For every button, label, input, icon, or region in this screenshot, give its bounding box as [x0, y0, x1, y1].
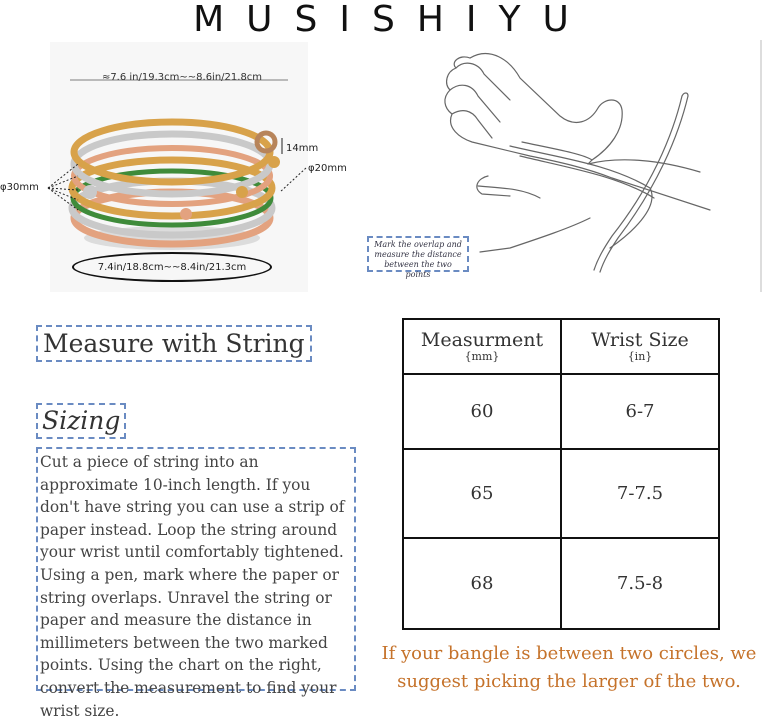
table-cell-mm: 65 [403, 449, 561, 538]
table-row [403, 449, 719, 538]
table-cell-mm: 60 [403, 374, 561, 449]
table-cell-mm: 68 [403, 538, 561, 629]
inner-diameter-label: φ20mm [308, 163, 347, 174]
wrist-size-header [561, 319, 719, 374]
sizing-instructions: Cut a piece of string into an approximate 10-inch length. If you don't have string you can use a strip of paper instead. Loop the string around your wrist until comfortably tightened. Using a pen, mark where the paper or string overlaps. Unravel the string or paper and measure the distance in millimeters between the two marked points. Using the chart on the right, convert the measurement to find your wrist size. [36, 447, 356, 691]
measurement-header [403, 319, 561, 374]
measurement-header-unit: {mm} [464, 350, 500, 363]
table-header-row [403, 319, 719, 374]
wrist-size-header-unit: {in} [627, 350, 653, 363]
table-cell-in: 7.5-8 [561, 538, 719, 629]
overlap-note: Mark the overlap and measure the distance between the two points [367, 236, 469, 272]
outer-diameter-label: φ30mm [0, 182, 39, 193]
table-cell-in: 7-7.5 [561, 449, 719, 538]
measurement-header-title: Measurment [420, 329, 544, 351]
sizing-subheading: Sizing [36, 403, 126, 439]
length-bottom-label: 7.4in/18.8cm~~8.4in/21.3cm [72, 252, 272, 282]
table-cell-in: 6-7 [561, 374, 719, 449]
size-chart-table [402, 318, 720, 630]
length-top-label: ≈7.6 in/19.3cm~~8.6in/21.8cm [101, 72, 263, 83]
section-heading: Measure with String [36, 325, 312, 362]
thickness-label: 14mm [286, 143, 319, 154]
brand-title: MUSISHIYU [193, 0, 591, 40]
table-row [403, 538, 719, 629]
table-row [403, 374, 719, 449]
wrist-size-header-title: Wrist Size [591, 329, 689, 351]
bangle-size-tip: If your bangle is between two circles, we suggest picking the larger of the two. [381, 643, 757, 692]
